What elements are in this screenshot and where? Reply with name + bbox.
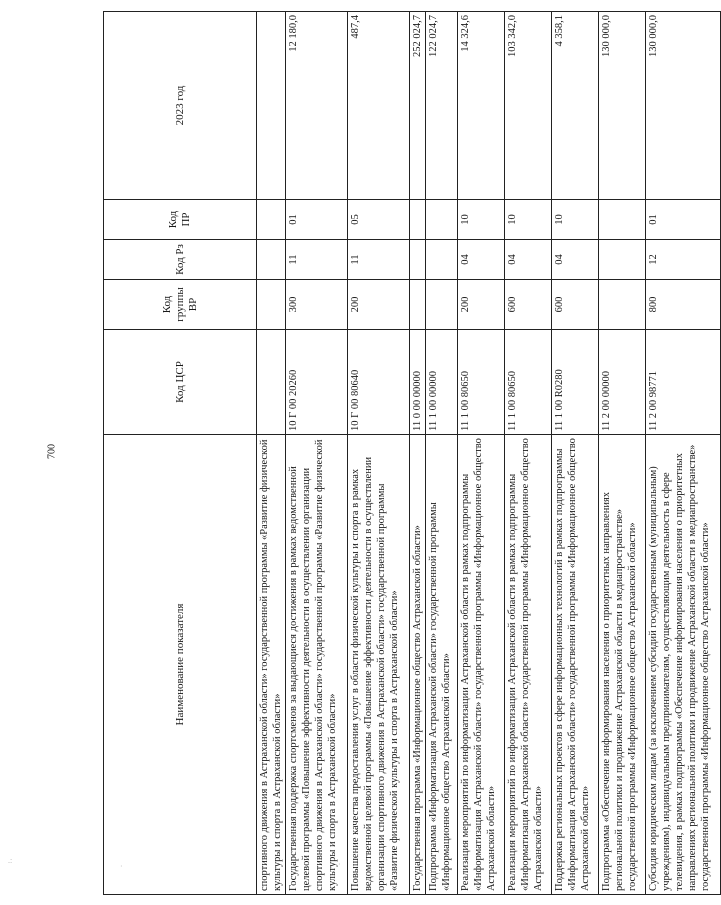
row-rz — [599, 240, 646, 280]
row-pr: 01 — [646, 200, 721, 240]
row-vr — [410, 280, 426, 330]
table-row — [646, 12, 721, 895]
row-rz: 12 — [646, 240, 721, 280]
row-year: 103 342,0 — [505, 12, 552, 200]
row-name: спортивного движения в Астраханской области» государственной программы «Развитие физической культуры и спорта в Астраханской области» — [257, 435, 286, 895]
row-vr: 200 — [348, 280, 410, 330]
row-rz: 04 — [552, 240, 599, 280]
row-csr: 10 Г 00 20260 — [286, 330, 348, 435]
row-vr: 300 — [286, 280, 348, 330]
row-pr: 10 — [552, 200, 599, 240]
table-viewport — [103, 12, 711, 895]
row-year: 12 180,0 — [286, 12, 348, 200]
table-row — [426, 12, 458, 895]
scan-speck: .: — [8, 856, 13, 865]
scan-speck: · — [338, 860, 341, 869]
row-vr — [599, 280, 646, 330]
row-name: Поддержка региональных проектов в сфере информационных технологий в рамках подпрограммы «Информатизация Астраханской области» государственной программы «Информационное общество Астраханской области» — [552, 435, 599, 895]
row-rz — [410, 240, 426, 280]
row-csr — [257, 330, 286, 435]
row-csr: 11 1 00 80650 — [458, 330, 505, 435]
row-name: Государственная программа «Информационное общество Астраханской области» — [410, 435, 426, 895]
row-year: 122 024,7 — [426, 12, 458, 200]
row-vr — [257, 280, 286, 330]
header-csr: Код ЦСР — [104, 330, 257, 435]
row-year: 130 000,0 — [646, 12, 721, 200]
row-csr: 10 Г 00 80640 — [348, 330, 410, 435]
budget-table — [103, 11, 721, 895]
row-rz: 11 — [286, 240, 348, 280]
scan-speck: · — [120, 862, 123, 871]
table-row — [257, 12, 286, 895]
row-year: 4 358,1 — [552, 12, 599, 200]
row-csr: 11 2 00 98771 — [646, 330, 721, 435]
table-row — [410, 12, 426, 895]
row-vr: 600 — [505, 280, 552, 330]
rotated-table-page — [103, 12, 711, 895]
row-year: 252 024,7 — [410, 12, 426, 200]
row-rz: 04 — [458, 240, 505, 280]
row-rz: 11 — [348, 240, 410, 280]
row-rz — [426, 240, 458, 280]
table-row — [348, 12, 410, 895]
row-name: Реализация мероприятий по информатизации Астраханской области в рамках подпрограммы «Информатизация Астраханской области» государственной программы «Информационное общество Астраханской области» — [505, 435, 552, 895]
header-rz: Код Рз — [104, 240, 257, 280]
row-name: Подпрограмма «Информатизация Астраханской области» государственной программы «Информационное общество Астраханской области» — [426, 435, 458, 895]
header-vr: Код группы ВР — [104, 280, 257, 330]
row-pr: 05 — [348, 200, 410, 240]
row-pr — [410, 200, 426, 240]
row-rz: 04 — [505, 240, 552, 280]
row-year: 130 000,0 — [599, 12, 646, 200]
row-name: Государственная поддержка спортсменов за выдающиеся достижения в рамках ведомственной целевой программы «Повышение эффективности деятельности в осуществлении организации спортивного движения в Астраханской области» государственной программы «Развитие физической культуры и спорта в Астраханской области» — [286, 435, 348, 895]
row-csr: 11 1 00 R0280 — [552, 330, 599, 435]
row-vr: 600 — [552, 280, 599, 330]
row-csr: 11 1 00 00000 — [426, 330, 458, 435]
row-pr — [257, 200, 286, 240]
row-year: 487,4 — [348, 12, 410, 200]
page-number: 700 — [46, 444, 58, 459]
row-csr: 11 1 00 80650 — [505, 330, 552, 435]
header-row — [104, 12, 257, 895]
table-row — [458, 12, 505, 895]
row-vr: 800 — [646, 280, 721, 330]
row-name: Реализация мероприятий по информатизации Астраханской области в рамках подпрограммы «Информатизация Астраханской области» государственной программы «Информационное общество Астраханской области» — [458, 435, 505, 895]
row-name: Подпрограмма «Обеспечение информирования населения о приоритетных направлениях региональной политики и продвижение Астраханской области в медиапространстве» государственной программы «Информационное общество Астраханской области» — [599, 435, 646, 895]
table-row — [505, 12, 552, 895]
row-name: Субсидия юридическим лицам (за исключением субсидий государственным (муниципальным) учреждениям), индивидуальным предпринимателям, осуществляющим деятельность в сфере телевидения, в рамках подпрограммы «Обеспечение информирования населения о приоритетных направлениях региональной политики и продвижение Астраханской области в медиапространстве» государственной программы «Информационное общество Астраханской области» — [646, 435, 721, 895]
row-pr: 10 — [458, 200, 505, 240]
header-pr: Код ПР — [104, 200, 257, 240]
row-vr: 200 — [458, 280, 505, 330]
row-pr — [426, 200, 458, 240]
row-name: Повышение качества предоставления услуг в области физической культуры и спорта в рамках ведомственной целевой программы «Повышение эффективности деятельности в осуществлении организации спортивного движения в Астраханской области» государственной программы «Развитие физической культуры и спорта в Астраханской области» — [348, 435, 410, 895]
table-row — [286, 12, 348, 895]
row-csr: 11 2 00 00000 — [599, 330, 646, 435]
row-vr — [426, 280, 458, 330]
row-year — [257, 12, 286, 200]
header-year: 2023 год — [104, 12, 257, 200]
table-row — [552, 12, 599, 895]
table-row — [599, 12, 646, 895]
row-rz — [257, 240, 286, 280]
row-csr: 11 0 00 00000 — [410, 330, 426, 435]
row-pr: 10 — [505, 200, 552, 240]
row-year: 14 324,6 — [458, 12, 505, 200]
row-pr — [599, 200, 646, 240]
row-pr: 01 — [286, 200, 348, 240]
header-name: Наименование показателя — [104, 435, 257, 895]
